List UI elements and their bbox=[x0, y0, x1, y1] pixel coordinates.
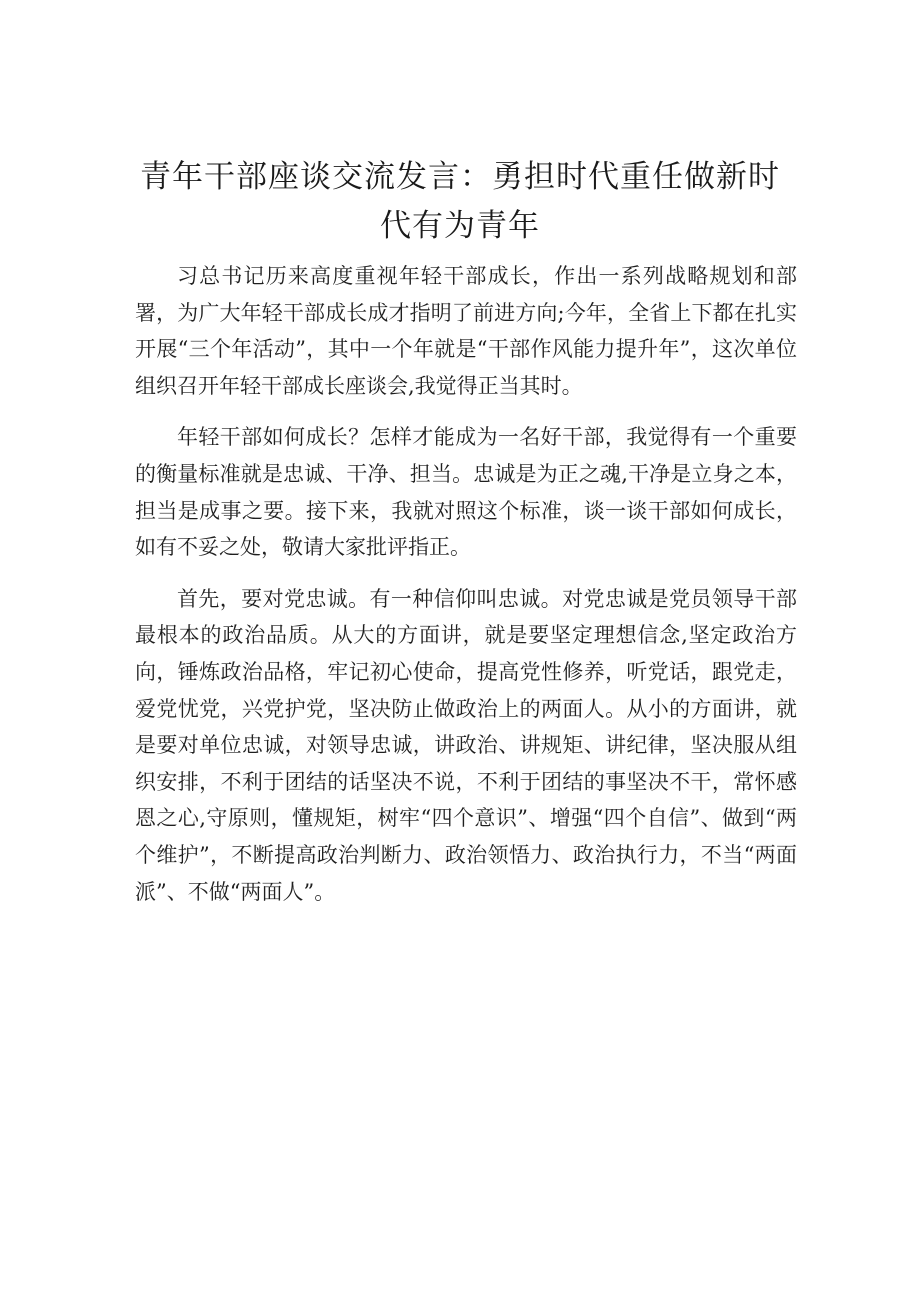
title-line-2: 代有为青年 bbox=[380, 208, 540, 244]
paragraph-2: 年轻干部如何成长？怎样才能成为一名好干部，我觉得有一个重要的衡量标准就是忠诚、干净、担当。忠诚是为正之魂,干净是立身之本，担当是成事之要。接下来，我就对照这个标准，谈一谈干部如何成长，如有不妥之处，敬请大家批评指正。 bbox=[135, 425, 797, 560]
paragraph-3: 首先，要对党忠诚。有一种信仰叫忠诚。对党忠诚是党员领导干部最根本的政治品质。从大的方面讲，就是要坚定理想信念,坚定政治方向，锤炼政治品格，牢记初心使命，提高党性修养，听党话，跟党走，爱党忧党，兴党护党，坚决防止做政治上的两面人。从小的方面讲，就是要对单位忠诚，对领导忠诚，讲政治、讲规矩、讲纪律，坚决服从组织安排，不利于团结的话坚决不说，不利于团结的事坚决不干，常怀感恩之心,守原则，懂规矩，树牢“四个意识”、增强“四个自信”、做到“两个维护”，不断提高政治判断力、政治领悟力、政治执行力，不当“两面派”、不做“两面人”。 bbox=[135, 586, 797, 904]
title-line-1: 青年干部座谈交流发言：勇担时代重任做新时 bbox=[140, 159, 780, 195]
document-title bbox=[128, 153, 792, 251]
paragraph-1: 习总书记历来高度重视年轻干部成长，作出一系列战略规划和部署，为广大年轻干部成长成才指明了前进方向;今年，全省上下都在扎实开展“三个年活动”，其中一个年就是“干部作风能力提升年”，这次单位组织召开年轻干部成长座谈会,我觉得正当其时。 bbox=[135, 264, 797, 398]
document-body bbox=[135, 258, 797, 925]
